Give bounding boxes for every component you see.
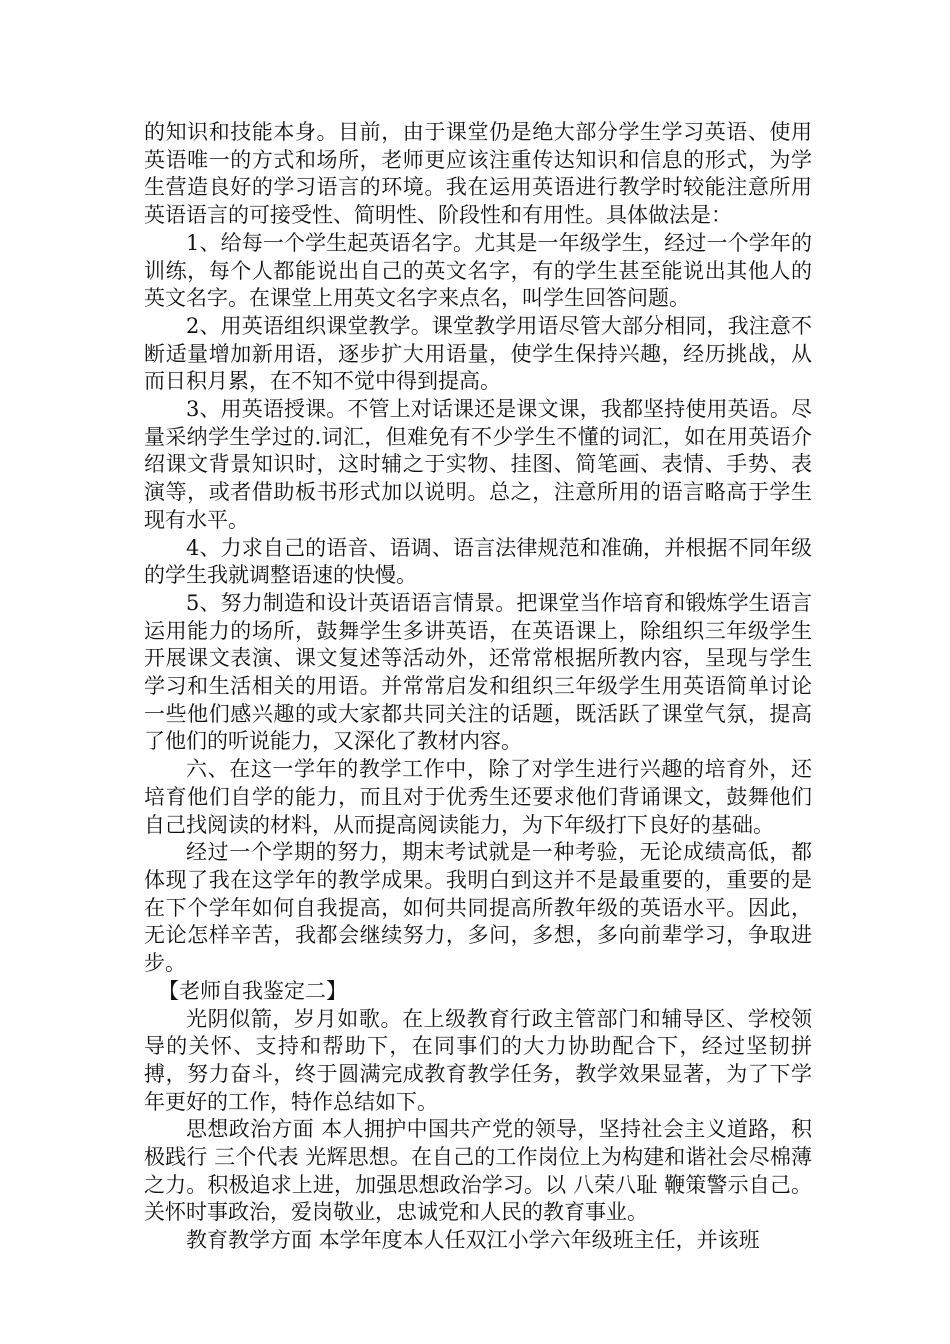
paragraph-political: 思想政治方面 本人拥护中国共产党的领导，坚持社会主义道路，积极践行 三个代表 光辉思想。在自己的工作岗位上为构建和谐社会尽棉薄之力。积极追求上进，加强思想政治学习。以 八荣八耻 鞭策警示自己。关怀时事政治，爱岗敬业，忠诚党和人民的教育事业。 (144, 1117, 812, 1225)
paragraph-conclusion: 经过一个学期的努力，期末考试就是一种考验，无论成绩高低，都体现了我在这学年的教学成果。我明白到这并不是最重要的，重要的是在下个学年如何自我提高，如何共同提高所教年级的英语水平。因此，无论怎样辛苦，我都会继续努力，多问，多想，多向前辈学习，争取进步。 (144, 840, 812, 976)
paragraph-item-5: 5、努力制造和设计英语语言情景。把课堂当作培育和锻炼学生语言运用能力的场所，鼓舞学生多讲英语，在英语课上，除组织三年级学生开展课文表演、课文复述等活动外，还常常根据所教内容，呈现与学生学习和生活相关的用语。并常常启发和组织三年级学生用英语简单讨论一些他们感兴趣的或大家都共同关注的话题，既活跃了课堂气氛，提高了他们的听说能力，又深化了教材内容。 (144, 590, 812, 754)
paragraph-opening: 光阴似箭，岁月如歌。在上级教育行政主管部门和辅导区、学校领导的关怀、支持和帮助下，在同事们的大力协助配合下，经过坚韧拼搏，努力奋斗，终于圆满完成教育教学任务，教学效果显著，为了下学年更好的工作，特作总结如下。 (144, 1006, 812, 1114)
section-heading: 【老师自我鉴定二】 (158, 978, 347, 1003)
paragraph-intro: 的知识和技能本身。目前，由于课堂仍是绝大部分学生学习英语、使用英语唯一的方式和场所，老师更应该注重传达知识和信息的形式，为学生营造良好的学习语言的环境。我在运用英语进行教学时较能注意所用英语语言的可接受性、简明性、阶段性和有用性。具体做法是： (144, 120, 812, 228)
paragraph-teaching: 教育教学方面 本学年度本人任双江小学六年级班主任，并该班 (186, 1228, 760, 1253)
paragraph-item-4: 4、力求自己的语音、语调、语言法律规范和准确，并根据不同年级的学生我就调整语速的快慢。 (144, 535, 812, 588)
paragraph-item-1: 1、给每一个学生起英语名字。尤其是一年级学生，经过一个学年的训练，每个人都能说出自己的英文名字，有的学生甚至能说出其他人的英文名字。在课堂上用英文名字来点名，叫学生回答问题。 (144, 230, 812, 311)
paragraph-item-6: 六、在这一学年的教学工作中，除了对学生进行兴趣的培育外，还培育他们自学的能力，而且对于优秀生还要求他们背诵课文，鼓舞他们自己找阅读的材料，从而提高阅读能力，为下年级打下良好的基础。 (144, 757, 812, 837)
paragraph-item-3: 3、用英语授课。不管上对话课还是课文课，我都坚持使用英语。尽量采纳学生学过的.词汇，但难免有不少学生不懂的词汇，如在用英语介绍课文背景知识时，这时辅之于实物、挂图、简笔画、表情、手势、表演等，或者借助板书形式加以说明。总之，注意所用的语言略高于学生现有水平。 (144, 397, 812, 532)
document-body (144, 119, 812, 1255)
paragraph-item-2: 2、用英语组织课堂教学。课堂教学用语尽管大部分相同，我注意不断适量增加新用语，逐步扩大用语量，使学生保持兴趣，经历挑战，从而日积月累，在不知不觉中得到提高。 (144, 313, 812, 394)
